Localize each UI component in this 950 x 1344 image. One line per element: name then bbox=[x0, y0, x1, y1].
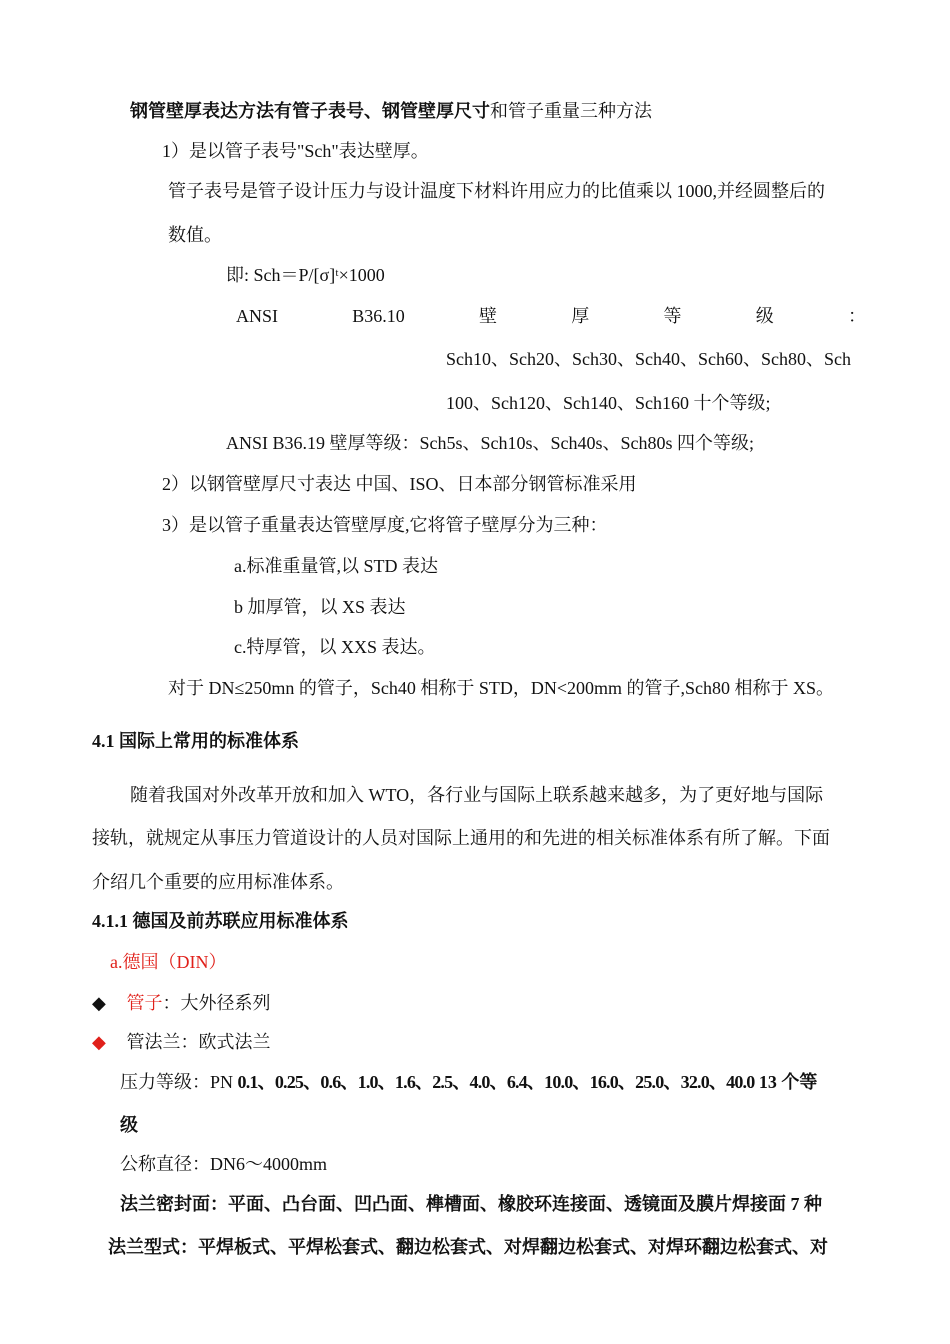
ansi-word: B36.10 bbox=[352, 306, 405, 326]
intro-heading bbox=[130, 100, 652, 122]
section-4-1-para-line1: 随着我国对外改革开放和加入 WTO，各行业与国际上联系越来越多，为了更好地与国际 bbox=[130, 785, 824, 805]
pressure-grades-cont: 级 bbox=[120, 1115, 138, 1135]
ansi-word: 壁 bbox=[479, 306, 497, 326]
ansi-b3610-grades-line1: Sch10、Sch20、Sch30、Sch40、Sch60、Sch80、Sch bbox=[446, 349, 851, 369]
diamond-bullet-icon: ◆ bbox=[92, 993, 106, 1013]
ansi-word: ANSI bbox=[236, 306, 279, 326]
item-3: 3）是以管子重量表达管壁厚度,它将管子壁厚分为三种： bbox=[162, 515, 608, 535]
diamond-bullet-icon: ◆ bbox=[92, 1032, 106, 1052]
ansi-word: 级 bbox=[755, 306, 774, 326]
pressure-values: 0.1、0.25、0.6、1.0、1.6、2.5、4.0、6.4、10.0、16.0、25.0、32.0、40.0 bbox=[237, 1072, 755, 1092]
item-1-desc-line1: 管子表号是管子设计压力与设计温度下材料许用应力的比值乘以 1000,并经圆整后的 bbox=[168, 181, 825, 201]
item-2: 2）以钢管壁厚尺寸表达 中国、ISO、日本部分钢管标准采用 bbox=[162, 474, 637, 494]
bullet-flanges-text: 管法兰：欧式法兰 bbox=[126, 1032, 271, 1052]
intro-heading-bold: 钢管壁厚表达方法有管子表号、钢管壁厚尺寸 bbox=[130, 101, 490, 121]
flange-type: 法兰型式：平焊板式、平焊松套式、翻边松套式、对焊翻边松套式、对焊环翻边松套式、对 bbox=[108, 1237, 828, 1257]
bullet-flanges bbox=[92, 1031, 271, 1053]
section-4-1-title: 4.1 国际上常用的标准体系 bbox=[92, 731, 299, 751]
pressure-tail: 13 个等 bbox=[754, 1072, 818, 1092]
item-3-a: a.标准重量管,以 STD 表达 bbox=[234, 556, 438, 576]
intro-heading-rest: 和管子重量三种方法 bbox=[490, 101, 652, 121]
bullet-pipes-label: 管子 bbox=[126, 993, 163, 1013]
ansi-word: 厚 bbox=[571, 306, 590, 326]
item-1: 1）是以管子表号"Sch"表达壁厚。 bbox=[162, 141, 429, 161]
pressure-label: 压力等级：PN bbox=[120, 1072, 238, 1092]
ansi-b3610-grades-line2: 100、Sch120、Sch140、Sch160 十个等级; bbox=[446, 393, 771, 413]
section-4-1-para-line3: 介绍几个重要的应用标准体系。 bbox=[92, 872, 344, 892]
nominal-diameter: 公称直径：DN6～4000mm bbox=[120, 1154, 327, 1174]
ansi-word: 等 bbox=[663, 306, 682, 326]
ansi-b3619: ANSI B36.19 壁厚等级：Sch5s、Sch10s、Sch40s、Sch80s 四个等级; bbox=[226, 433, 755, 453]
ansi-b3610-heading bbox=[236, 305, 866, 327]
item-3-b: b 加厚管，以 XS 表达 bbox=[234, 597, 406, 617]
ansi-word: ： bbox=[847, 306, 866, 326]
section-4-1-1-title: 4.1.1 德国及前苏联应用标准体系 bbox=[92, 911, 349, 931]
item-1-desc-line2: 数值。 bbox=[168, 225, 222, 245]
note: 对于 DN≤250mn 的管子，Sch40 相称于 STD，DN<200mm 的管子,Sch80 相称于 XS。 bbox=[168, 678, 835, 698]
formula: 即: Sch＝P/[σ]ᵗ×1000 bbox=[226, 265, 385, 285]
section-4-1-para-line2: 接轨，就规定从事压力管道设计的人员对国际上通用的和先进的相关标准体系有所了解。下面 bbox=[92, 828, 830, 848]
sub-heading-germany: a.德国（DIN） bbox=[110, 952, 227, 972]
bullet-pipes bbox=[92, 992, 271, 1014]
flange-sealing-face: 法兰密封面：平面、凸台面、凹凸面、榫槽面、橡胶环连接面、透镜面及膜片焊接面 7 种 bbox=[120, 1194, 822, 1214]
bullet-pipes-text: ：大外径系列 bbox=[162, 993, 271, 1013]
item-3-c: c.特厚管，以 XXS 表达。 bbox=[234, 637, 436, 657]
pressure-grades bbox=[120, 1071, 817, 1093]
